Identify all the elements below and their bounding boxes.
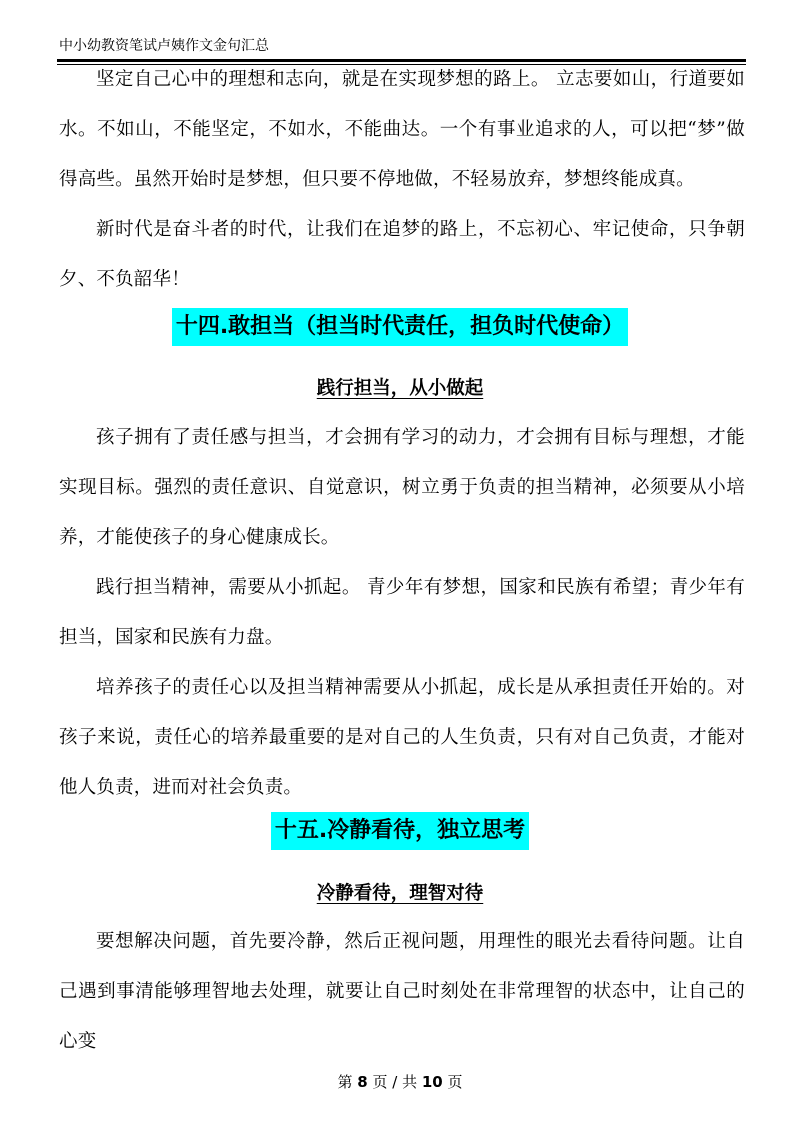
page-number-middle: 页 / 共 — [372, 1073, 418, 1091]
page-footer — [0, 1072, 800, 1092]
section-15-heading-text: 十五.冷静看待，独立思考 — [271, 812, 529, 850]
section-15-paragraph-1: 要想解决问题，首先要冷静，然后正视问题，用理性的眼光去看待问题。让自己遇到事清能够理智地去处理，就要让自己时刻处在非常理智的状态中，让自己的心变 — [59, 931, 745, 1052]
section-14-heading — [0, 308, 800, 346]
section-15-subheading: 冷静看待，理智对待 — [316, 883, 484, 904]
page-number-suffix: 页 — [447, 1073, 463, 1091]
document-title: 中小幼教资笔试卢姨作文金句汇总 — [59, 38, 269, 54]
section-14-paragraph-2: 践行担当精神，需要从小抓起。 青少年有梦想，国家和民族有希望；青少年有担当，国家和民族有力盘。 — [59, 577, 745, 648]
intro-paragraph-1: 坚定自己心中的理想和志向，就是在实现梦想的路上。 立志要如山，行道要如水。不如山，不能坚定，不如水，不能曲达。一个有事业追求的人，可以把“梦”做得高些。虽然开始时是梦想，但只要不停地做，不轻易放弃，梦想终能成真。 — [59, 69, 745, 190]
current-page-number: 8 — [357, 1073, 368, 1091]
section-14-heading-text: 十四.敢担当（担当时代责任，担负时代使命） — [172, 308, 628, 346]
section-14-paragraph-3: 培养孩子的责任心以及担当精神需要从小抓起，成长是从承担责任开始的。对孩子来说，责任心的培养最重要的是对自己的人生负责，只有对自己负责，才能对他人负责，进而对社会负责。 — [59, 677, 745, 798]
section-14-subheading: 践行担当，从小做起 — [316, 378, 484, 399]
total-page-count: 10 — [421, 1073, 443, 1091]
section-14-paragraph-1: 孩子拥有了责任感与担当，才会拥有学习的动力，才会拥有目标与理想，才能实现目标。强烈的责任意识、自觉意识，树立勇于负责的担当精神，必须要从小培养，才能使孩子的身心健康成长。 — [59, 427, 745, 548]
section-15-heading — [0, 812, 800, 850]
page-number-prefix: 第 — [337, 1073, 353, 1091]
intro-paragraph-2: 新时代是奋斗者的时代，让我们在追梦的路上，不忘初心、牢记使命，只争朝夕、不负韶华！ — [59, 219, 745, 290]
